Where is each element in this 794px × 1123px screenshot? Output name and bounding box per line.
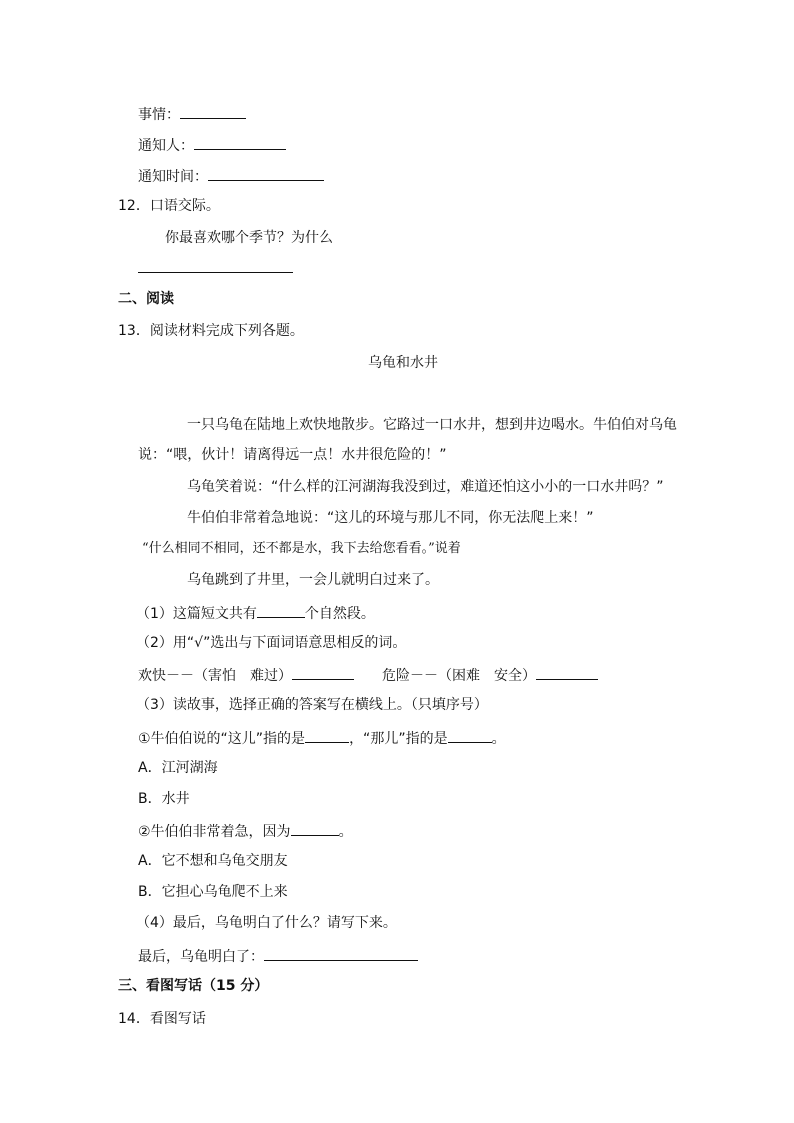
choice-question-2: ②牛伯伯非常着急，因为 。 <box>138 821 353 841</box>
choice-2-option-a: A．它不想和乌龟交朋友 <box>138 853 288 869</box>
sub-question-4: （4）最后，乌龟明白了什么？请写下来。 <box>136 915 397 931</box>
antonym-item-1: 欢快－－（害怕 难过） <box>138 665 354 685</box>
q13-title: 13．阅读材料完成下列各题。 <box>118 323 304 339</box>
conclusion-blank[interactable] <box>264 946 418 961</box>
q12-title: 12．口语交际。 <box>118 198 220 214</box>
reason-blank[interactable] <box>291 821 339 836</box>
story-title: 乌龟和水井 <box>368 355 438 371</box>
choice-question-1: ①牛伯伯说的“这儿”指的是 ，“那儿”指的是 。 <box>138 728 506 748</box>
choice-1-option-a: A．江河湖海 <box>138 760 218 776</box>
story-paragraph-4: “什么相同不相同，还不都是水，我下去给您看看。”说着 <box>142 541 461 556</box>
q12-answer-blank[interactable] <box>138 258 293 273</box>
notice-matter <box>138 104 246 124</box>
sub-question-3: （3）读故事，选择正确的答案写在横线上。（只填序号） <box>136 697 488 713</box>
story-paragraph-3: 牛伯伯非常着急地说：“这儿的环境与那儿不同，你无法爬上来！” <box>187 510 594 526</box>
time-label: 通知时间： <box>138 169 208 185</box>
choice-1-option-b: B．水井 <box>138 791 190 807</box>
story-paragraph-1-line-1: 一只乌龟在陆地上欢快地散步。它路过一口水井，想到井边喝水。牛伯伯对乌龟 <box>187 417 677 433</box>
here-blank[interactable] <box>305 728 349 743</box>
antonym-item-2: 危险－－（困难 安全） <box>382 665 598 685</box>
sub-question-1: （1）这篇短文共有 个自然段。 <box>136 603 375 623</box>
sub-question-4-answer: 最后，乌龟明白了： <box>138 946 418 966</box>
antonym-blank-2[interactable] <box>536 665 598 680</box>
time-blank[interactable] <box>208 166 324 181</box>
notifier-blank[interactable] <box>194 135 286 150</box>
choice-2-option-b: B．它担心乌龟爬不上来 <box>138 884 288 900</box>
paragraph-count-blank[interactable] <box>257 603 305 618</box>
story-paragraph-1-line-2: 说：“喂，伙计！请离得远一点！水井很危险的！” <box>138 447 447 463</box>
sub-question-2: （2）用“√”选出与下面词语意思相反的词。 <box>136 635 407 651</box>
matter-blank[interactable] <box>180 104 246 119</box>
q12-prompt: 你最喜欢哪个季节？为什么 <box>165 230 333 246</box>
notifier-label: 通知人： <box>138 138 194 154</box>
notice-notifier <box>138 135 286 155</box>
antonym-blank-1[interactable] <box>292 665 354 680</box>
story-paragraph-2: 乌龟笑着说：“什么样的江河湖海我没到过，难道还怕这小小的一口水井吗？” <box>187 479 664 495</box>
matter-label: 事情： <box>138 107 180 123</box>
section2-title: 二、阅读 <box>118 291 174 307</box>
q14-title: 14．看图写话 <box>118 1011 206 1027</box>
story-paragraph-5: 乌龟跳到了井里，一会儿就明白过来了。 <box>187 572 439 588</box>
section3-title: 三、看图写话（15 分） <box>118 978 269 994</box>
notice-time <box>138 166 324 186</box>
there-blank[interactable] <box>448 728 492 743</box>
